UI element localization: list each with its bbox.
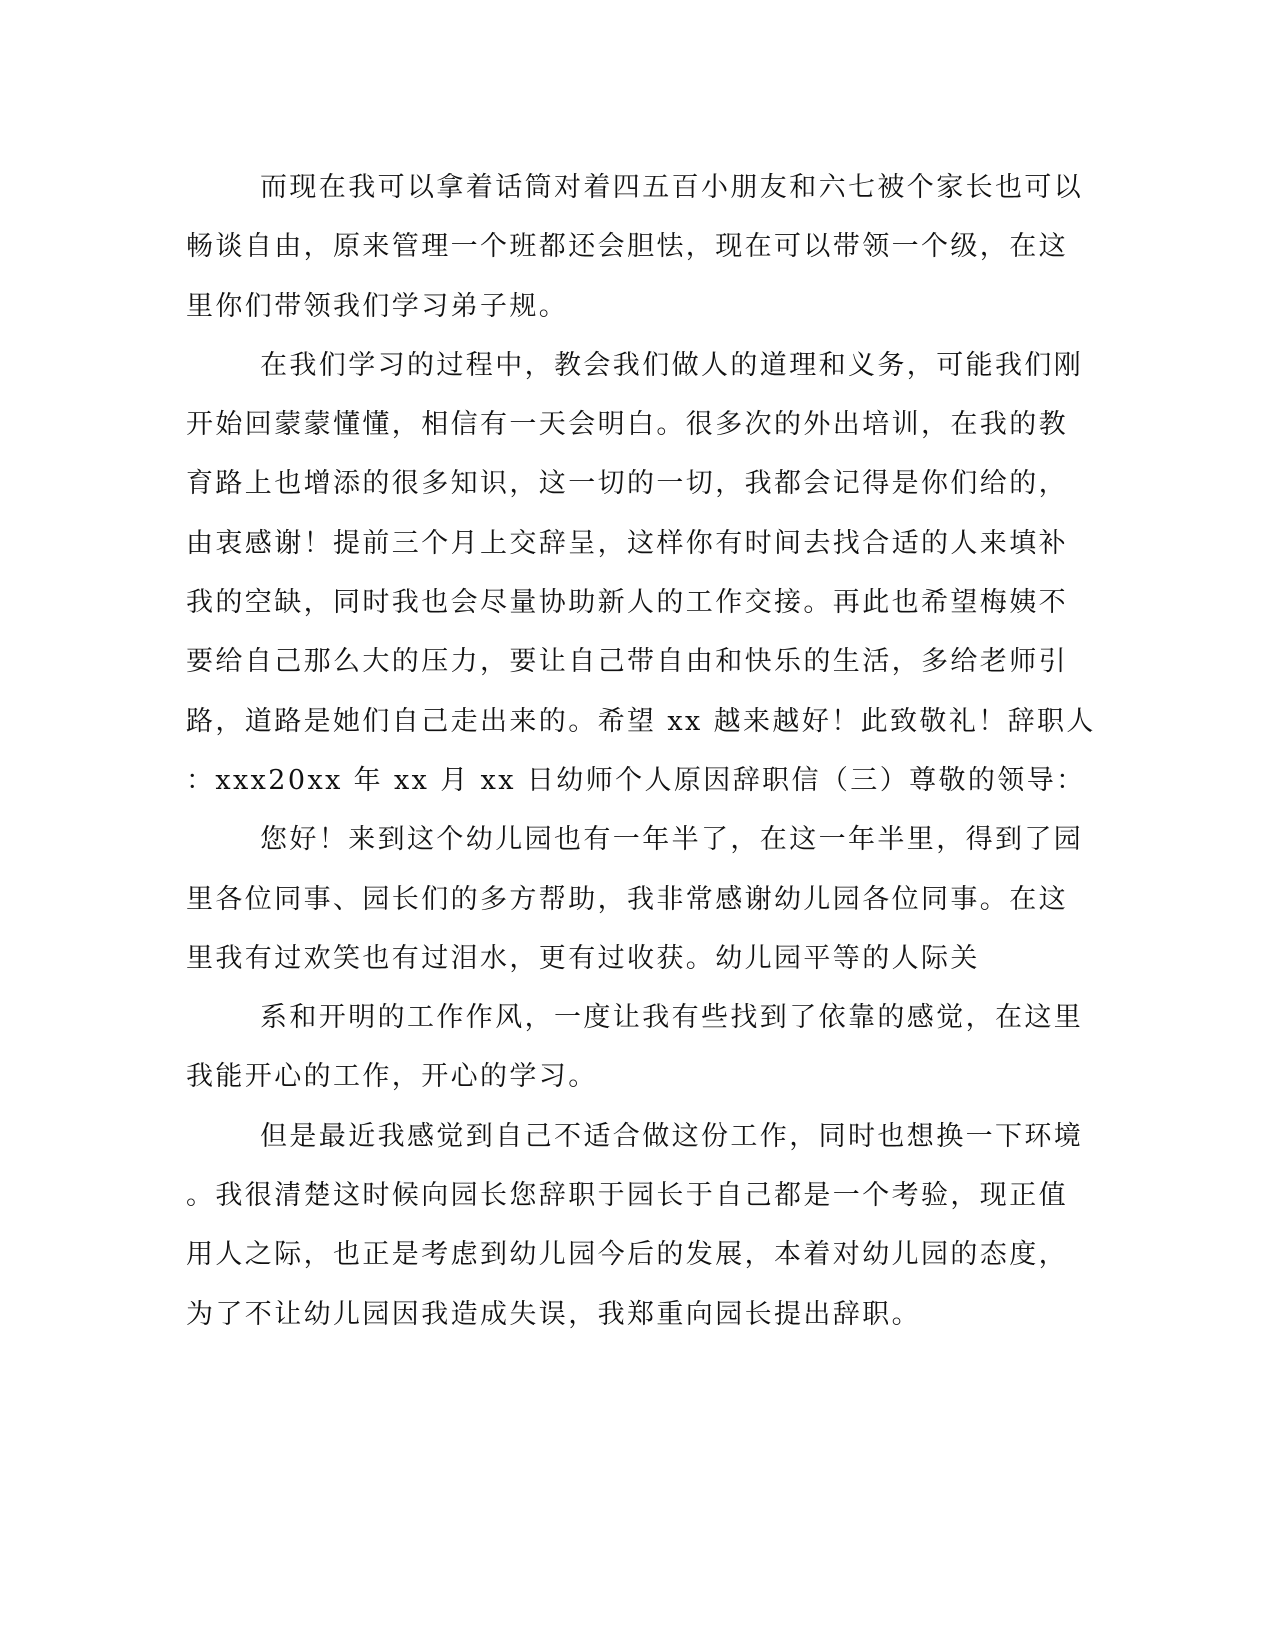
paragraph-3-line-3: 里我有过欢笑也有过泪水，更有过收获。幼儿园平等的人际关	[186, 942, 980, 974]
paragraph-1-line-1: 而现在我可以拿着话筒对着四五百小朋友和六七被个家长也可以	[260, 172, 1084, 203]
paragraph-5-line-3: 用人之际，也正是考虑到幼儿园今后的发展，本着对幼儿园的态度，	[186, 1239, 1068, 1271]
paragraph-2-line-6: 要给自己那么大的压力，要让自己带自由和快乐的生活，多给老师引	[186, 646, 1068, 678]
paragraph-3-line-1: 您好！来到这个幼儿园也有一年半了，在这一年半里，得到了园	[260, 824, 1084, 856]
paragraph-2-line-3: 育路上也增添的很多知识，这一切的一切，我都会记得是你们给的，	[186, 468, 1068, 500]
paragraph-4-line-2: 我能开心的工作，开心的学习。	[186, 1061, 598, 1093]
paragraph-2-line-4: 由衷感谢！提前三个月上交辞呈，这样你有时间去找合适的人来填补	[186, 527, 1068, 559]
paragraph-2-line-8: ：xxx20xx 年 xx 月 xx 日幼师个人原因辞职信（三）尊敬的领导：	[186, 764, 1086, 796]
paragraph-5-line-4: 为了不让幼儿园因我造成失误，我郑重向园长提出辞职。	[186, 1298, 921, 1330]
paragraph-1-line-2: 畅谈自由，原来管理一个班都还会胆怯，现在可以带领一个级，在这	[186, 231, 1068, 263]
paragraph-2-line-1: 在我们学习的过程中，教会我们做人的道理和义务，可能我们刚	[260, 349, 1084, 381]
paragraph-1-line-3: 里你们带领我们学习弟子规。	[186, 290, 569, 322]
letter-body	[186, 158, 1096, 1344]
paragraph-2-line-2: 开始回蒙蒙懂懂，相信有一天会明白。很多次的外出培训，在我的教	[186, 409, 1068, 441]
paragraph-3-line-2: 里各位同事、园长们的多方帮助，我非常感谢幼儿园各位同事。在这	[186, 883, 1068, 915]
paragraph-4-line-1: 系和开明的工作作风，一度让我有些找到了依靠的感觉，在这里	[260, 1002, 1084, 1034]
paragraph-5-line-2: 。我很清楚这时候向园长您辞职于园长于自己都是一个考验，现正值	[186, 1180, 1068, 1212]
paragraph-2-line-5: 我的空缺，同时我也会尽量协助新人的工作交接。再此也希望梅姨不	[186, 587, 1068, 619]
paragraph-2-line-7: 路，道路是她们自己走出来的。希望 xx 越来越好！此致敬礼！辞职人	[186, 705, 1096, 737]
paragraph-5-line-1: 但是最近我感觉到自己不适合做这份工作，同时也想换一下环境	[260, 1120, 1084, 1152]
